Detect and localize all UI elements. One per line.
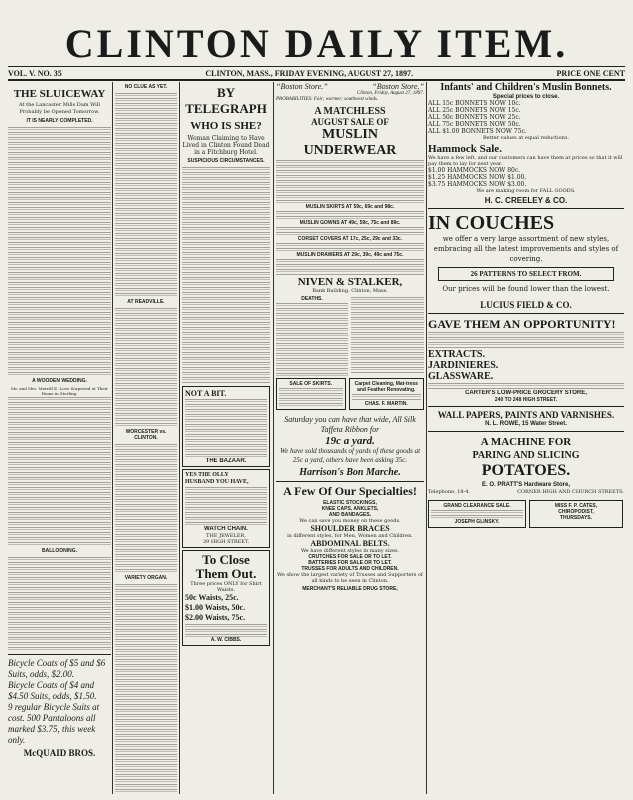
bonnet-4: ALL 75c BONNETS NOW 50c.: [428, 121, 521, 128]
ad-text: [352, 393, 421, 401]
dateline-bar: [8, 66, 625, 81]
article-text: [182, 166, 270, 384]
patterns: 26 PATTERNS TO SELECT FROM.: [438, 267, 614, 281]
potatoes: POTATOES.: [481, 462, 571, 479]
headline-worcester: WORCESTER vs. CLINTON.: [125, 429, 167, 441]
headline-no-clue: NO CLUE AS YET.: [124, 84, 168, 90]
column-2: [115, 82, 177, 794]
glinsky: JOSEPH GLINSKY.: [454, 519, 500, 525]
chiropodist: CHIROPODIST,: [558, 509, 594, 515]
muslin-skirts: MUSLIN SKIRTS AT 59c, 69c and 98c.: [305, 204, 395, 210]
fall-goods: We are making room for FALL GOODS.: [476, 188, 576, 194]
headline-august-sale: AUGUST SALE OF: [311, 117, 389, 127]
article-text: [115, 583, 177, 794]
save-money: We can save you money on these goods.: [299, 518, 401, 524]
ad-jeweler-yes: YES THE OLLY: [185, 472, 229, 478]
hammock-2: $1.25 HAMMOCKS NOW $1.00.: [428, 174, 527, 181]
publication-date: CLINTON, MASS., FRIDAY EVENING, AUGUST 27, 1897.: [205, 68, 413, 78]
column-rule: [179, 82, 180, 794]
subhead-woman: Woman Claiming to Have Lived in Clinton Found Dead in a Fitchburg Hotel.: [182, 135, 270, 156]
bonnet-5: ALL $1.00 BONNETS NOW 75c.: [428, 128, 527, 135]
ad-mcquaid: McQUAID BROS.: [23, 748, 96, 758]
subhead-suspicious: SUSPICIOUS CIRCUMSTANCES.: [187, 158, 265, 164]
ad-text: [185, 486, 267, 526]
bonnet-1: ALL 15c BONNETS NOW 10c.: [428, 100, 521, 107]
telephone: Telephone, 18-4.: [428, 489, 471, 495]
ad-text: [276, 159, 424, 204]
ad-text: [185, 398, 267, 458]
muslin-gowns: MUSLIN GOWNS AT 49c, 59c, 75c and 89c.: [299, 220, 401, 226]
machine-for: A MACHINE FOR: [480, 436, 572, 448]
small-ads-row: [276, 376, 424, 412]
volume-number: VOL. V. NO. 35: [8, 68, 62, 78]
special-prices: Special prices to close.: [492, 94, 560, 100]
carters: CARTER'S LOW-PRICE GROCERY STORE,: [465, 390, 587, 396]
in-couches: IN COUCHES: [428, 212, 555, 234]
glassware: GLASSWARE.: [428, 371, 494, 382]
corner: CORNER HIGH AND CHURCH STREETS.: [517, 489, 624, 495]
ad-harrison: Harrison's Bon Marche.: [299, 467, 401, 478]
ad-text: [279, 387, 343, 407]
carters-sub: 240 TO 248 HIGH STREET.: [494, 397, 558, 403]
article-text: [115, 307, 177, 427]
rowe: N. L. ROWE, 15 Water Street.: [485, 421, 567, 427]
paring-slicing: PARING AND SLICING: [472, 450, 580, 461]
couches-line: we offer a very large assortment of new styles, embracing all the latest improvements and styles of covering.: [433, 235, 619, 263]
ad-jeweler-husband: HUSBAND YOU HAVE,: [185, 479, 249, 485]
article-text: [115, 92, 177, 297]
knee-caps: KNEE CAPS, ANKLETS,: [321, 506, 379, 512]
headline-matchless: A MATCHLESS: [314, 106, 386, 117]
probabilities: PROBABILITIES: Fair; warmer; southwest winds.: [276, 97, 379, 102]
column-3: [182, 82, 270, 794]
pratt-info: [428, 489, 624, 495]
ad-cates: [529, 500, 623, 528]
ad-price-3: $2.00 Waists, 75c.: [185, 613, 246, 622]
niven-stalker-address: Bank Building. Clinton, Mass.: [312, 288, 388, 294]
ad-jeweler-watch-chain: WATCH CHAIN.: [204, 526, 248, 532]
ad-jeweler-name: THE JEWELER,: [206, 533, 246, 539]
crutches: CRUTCHES FOR SALE OR TO LET.: [308, 554, 392, 560]
column-1: [8, 82, 111, 794]
ad-text: [431, 509, 523, 519]
ad-jeweler: [182, 469, 270, 548]
lucius-field: LUCIUS FIELD & CO.: [480, 300, 572, 310]
chas-martin: CHAS. F. MARTIN.: [364, 401, 408, 407]
deaths-column: [276, 296, 348, 376]
bonnet-2: ALL 25c BONNETS NOW 15c.: [428, 107, 521, 114]
corset-covers: CORSET COVERS AT 17c, 25c, 29c and 33c.: [297, 236, 403, 242]
grand-clearance: GRAND CLEARANCE SALE.: [443, 503, 511, 509]
ad-price-1: 50c Waists, 25c.: [185, 593, 239, 602]
elastic-stockings: ELASTIC STOCKINGS,: [323, 500, 377, 506]
belts-sub: We have different styles in many sizes.: [300, 548, 400, 554]
column-rule: [426, 82, 427, 794]
ad-text: [428, 331, 624, 349]
ad-text: [276, 242, 424, 252]
better-values: Better values at equal reductions.: [482, 135, 570, 141]
boston-store-header: [276, 82, 424, 91]
ad-close-them-out: To Close Them Out.: [195, 552, 257, 581]
sale-of-skirts: SALE OF SKIRTS.: [289, 381, 333, 387]
headline-wooden-wedding: A WOODEN WEDDING.: [32, 378, 87, 384]
column-rule: [273, 82, 274, 794]
ad-saturday: Saturday you can have that wide, All Silk Taffeta Ribbon for: [284, 415, 416, 434]
ad-19c: 19c a yard.: [325, 435, 375, 447]
jardinieres: JARDINIERES.: [428, 360, 499, 371]
wall-papers: WALL PAPERS, PAINTS AND VARNISHES.: [437, 410, 615, 420]
price: PRICE ONE CENT: [556, 68, 625, 78]
hammock-3: $3.75 HAMMOCKS NOW $3.00.: [428, 181, 527, 188]
headline-muslin-underwear: MUSLIN UNDERWEAR: [303, 127, 397, 158]
extracts: EXTRACTS.: [428, 349, 485, 360]
ad-sold: We have sold thousands of yards of these goods at 25c a yard, others have been asking 35c.: [279, 447, 421, 464]
cates: MISS F. P. CATES,: [554, 503, 598, 509]
ad-grand-clearance: [428, 500, 526, 528]
subhead-completed: IT IS NEARLY COMPLETED.: [26, 118, 93, 124]
deaths-heading: DEATHS.: [301, 296, 323, 302]
muslin-drawers: MUSLIN DRAWERS AT 29c, 39c, 49c and 75c.: [296, 252, 404, 258]
column-5: [428, 82, 624, 794]
ad-sale-of-skirts: [276, 378, 346, 410]
article-text: [276, 302, 348, 376]
ad-bicycle-coats-2: Bicycle Coats of $4 and $4.50 Suits, odds, $1.50.: [8, 680, 97, 701]
trusses-sub: We show the largest variety of Trusses and Supporters of all kinds to be seen in Clinton.: [277, 572, 423, 584]
ad-price-2: $1.00 Waists, 50c.: [185, 603, 246, 612]
ad-text: [276, 226, 424, 236]
ad-not-a-bit-title: NOT A BIT.: [185, 389, 227, 398]
shoulder-braces: SHOULDER BRACES: [310, 524, 390, 533]
ad-jeweler-street: 39 HIGH STREET.: [202, 539, 250, 545]
ad-three-prices: Three prices ONLY for Shirt Waists.: [190, 581, 262, 593]
bottom-ads: [428, 498, 624, 530]
ad-bicycle-coats-1: Bicycle Coats of $5 and $6 Suits, odds, $2.00.: [8, 658, 106, 679]
boston-store-left: “Boston Store.”: [276, 82, 328, 91]
infants-bonnets: Infants' and Children's Muslin Bonnets.: [440, 82, 612, 93]
notices-column: [351, 296, 424, 376]
masthead: [0, 0, 633, 78]
ad-not-a-bit: [182, 386, 270, 467]
boston-dateline: Clinton, Friday, August 27, 1897.: [356, 91, 424, 96]
ad-text: [185, 623, 267, 637]
ad-shirt-waists: [182, 550, 270, 646]
headline-sluiceway: THE SLUICEWAY: [13, 88, 106, 100]
shoulder-braces-sub: in different styles, for Men, Women and Children.: [287, 533, 413, 539]
headline-who-is-she: WHO IS SHE?: [190, 120, 262, 132]
bandages: AND BANDAGES.: [328, 512, 372, 518]
niven-stalker: NIVEN & STALKER,: [297, 276, 403, 288]
bonnet-3: ALL 50c BONNETS NOW 25c.: [428, 114, 521, 121]
hammock-line: We have a few left, and our customers can have them at prices so that it will pay them to lay for next year.: [428, 155, 623, 167]
subhead-wedding: Mr. and Mrs. Merrill E. Love Surprised at Their Home in Sterling.: [11, 386, 108, 396]
creeley: H. C. CREELEY & CO.: [484, 196, 568, 205]
carpet-cleaning: Carpet Cleaning, Mat-tress and Feather Renovating.: [354, 381, 418, 393]
headline-variety: VARIETY ORGAN.: [124, 575, 168, 581]
headline-readville: AT READVILLE.: [127, 299, 165, 305]
hammock-1: $1.00 HAMMOCKS NOW 80c.: [428, 167, 521, 174]
gave-opportunity: GAVE THEM AN OPPORTUNITY!: [428, 317, 616, 331]
headline-ballooning: BALLOONING.: [42, 548, 77, 554]
ad-text: [276, 210, 424, 220]
trusses: TRUSSES FOR ADULTS AND CHILDREN.: [301, 566, 399, 572]
headline-by-telegraph: BY TELEGRAPH: [185, 85, 267, 116]
column-4: [276, 82, 424, 794]
thursdays: THURSDAYS.: [559, 515, 593, 521]
abdominal-belts: ABDOMINAL BELTS.: [310, 539, 390, 548]
pratt: E. O. PRATT'S Hardware Store,: [481, 482, 570, 488]
lower-prices: Our prices will be found lower than the lowest.: [442, 285, 610, 293]
article-text: [8, 556, 111, 651]
merchants-drug-store: MERCHANT'S RELIABLE DRUG STORE,: [302, 586, 398, 592]
ad-bicycle-suits: 9 regular Bicycle Suits at cost. 500 Pantaloons all marked $3.75, this week only.: [8, 702, 100, 745]
ad-few-specialties: A Few Of Our Specialties!: [283, 484, 417, 498]
boston-store-right: “Boston Store.”: [372, 82, 424, 91]
ad-bazaar: THE BAZAAR.: [205, 458, 247, 464]
subhead-sluiceway: At the Lancaster Mills Dam Will Probably be Opened Tomorrow.: [19, 102, 100, 115]
article-text: [351, 296, 424, 374]
ad-text: [276, 258, 424, 276]
article-text: [8, 126, 111, 376]
ad-text: [428, 382, 624, 390]
ad-carpet-cleaning: [349, 378, 424, 410]
article-text: [8, 396, 111, 546]
article-text: [115, 443, 177, 573]
hammock-sale: Hammock Sale.: [428, 143, 502, 155]
batteries: BATTERIES FOR SALE OR TO LET.: [308, 560, 392, 566]
ad-cibbs: A. W. CIBBS.: [210, 637, 242, 643]
lower-row: [276, 296, 424, 376]
column-rule: [112, 82, 113, 794]
newspaper-title: CLINTON DAILY ITEM.: [64, 21, 569, 66]
